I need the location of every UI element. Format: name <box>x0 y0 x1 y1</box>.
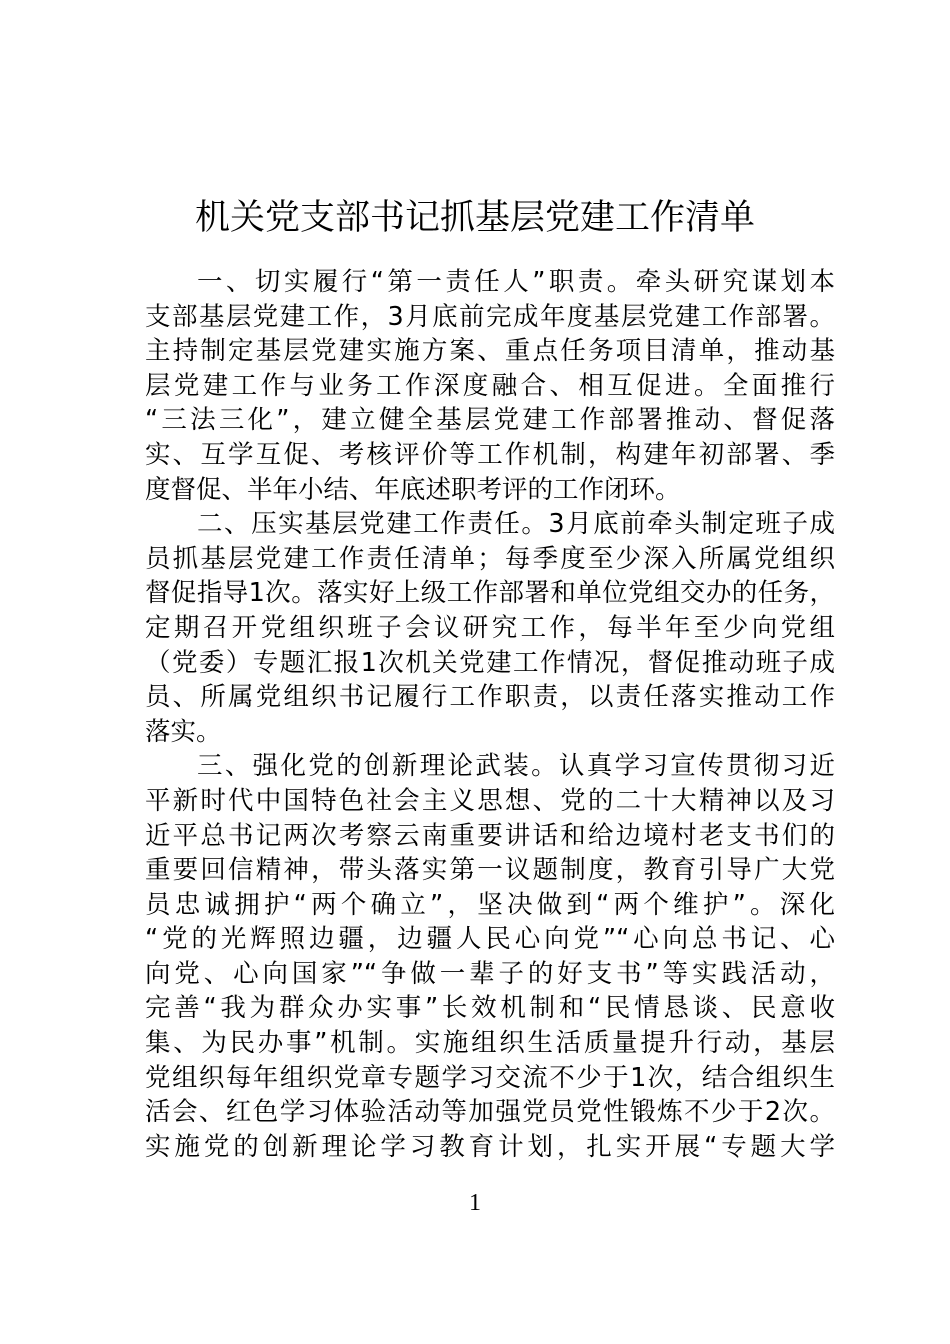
body-line: （党委）专题汇报1次机关党建工作情况，督促推动班子成 <box>145 647 835 678</box>
body-line: 平新时代中国特色社会主义思想、党的二十大精神以及习 <box>145 785 835 816</box>
body-line: 主持制定基层党建实施方案、重点任务项目清单，推动基 <box>145 336 835 367</box>
document-title: 机关党支部书记抓基层党建工作清单 <box>194 198 755 239</box>
body-line: 员、所属党组织书记履行工作职责，以责任落实推动工作 <box>145 682 835 713</box>
body-line: 督促指导1次。落实好上级工作部署和单位党组交办的任务， <box>145 578 835 609</box>
body-line: “三法三化”，建立健全基层党建工作部署推动、督促落 <box>145 405 835 436</box>
body-line: 定期召开党组织班子会议研究工作，每半年至少向党组 <box>145 612 835 643</box>
body-line: 度督促、半年小结、年底述职考评的工作闭环。 <box>145 474 681 505</box>
document-body <box>145 265 835 1164</box>
body-line: 层党建工作与业务工作深度融合、相互促进。全面推行 <box>145 370 835 401</box>
body-line: 员抓基层党建工作责任清单；每季度至少深入所属党组织 <box>145 543 835 574</box>
body-line: 重要回信精神，带头落实第一议题制度，教育引导广大党 <box>145 855 835 886</box>
body-line: 一、切实履行“第一责任人”职责。牵头研究谋划本 <box>197 267 835 297</box>
body-line: 员忠诚拥护“两个确立”，坚决做到“两个维护”。深化 <box>145 889 835 920</box>
body-line: 近平总书记两次考察云南重要讲话和给边境村老支书们的 <box>145 820 835 851</box>
page-number: 1 <box>469 1190 481 1216</box>
body-line: 实、互学互促、考核评价等工作机制，构建年初部署、季 <box>145 439 835 470</box>
body-line: 支部基层党建工作，3月底前完成年度基层党建工作部署。 <box>145 301 835 332</box>
body-line: 三、强化党的创新理论武装。认真学习宣传贯彻习近 <box>197 751 835 782</box>
body-line: 实施党的创新理论学习教育计划，扎实开展“专题大学 <box>145 1131 835 1162</box>
body-line: 向党、心向国家”“争做一辈子的好支书”等实践活动， <box>145 958 835 989</box>
body-line: 党组织每年组织党章专题学习交流不少于1次，结合组织生 <box>145 1062 835 1093</box>
body-line: 落实。 <box>145 716 222 747</box>
body-line: 集、为民办事”机制。实施组织生活质量提升行动，基层 <box>145 1028 835 1059</box>
body-line: 活会、红色学习体验活动等加强党员党性锻炼不少于2次。 <box>145 1097 835 1128</box>
body-line: “党的光辉照边疆，边疆人民心向党”“心向总书记、心 <box>145 924 835 955</box>
body-line: 完善“我为群众办实事”长效机制和“民情恳谈、民意收 <box>145 993 835 1024</box>
body-line: 二、压实基层党建工作责任。3月底前牵头制定班子成 <box>197 509 835 540</box>
